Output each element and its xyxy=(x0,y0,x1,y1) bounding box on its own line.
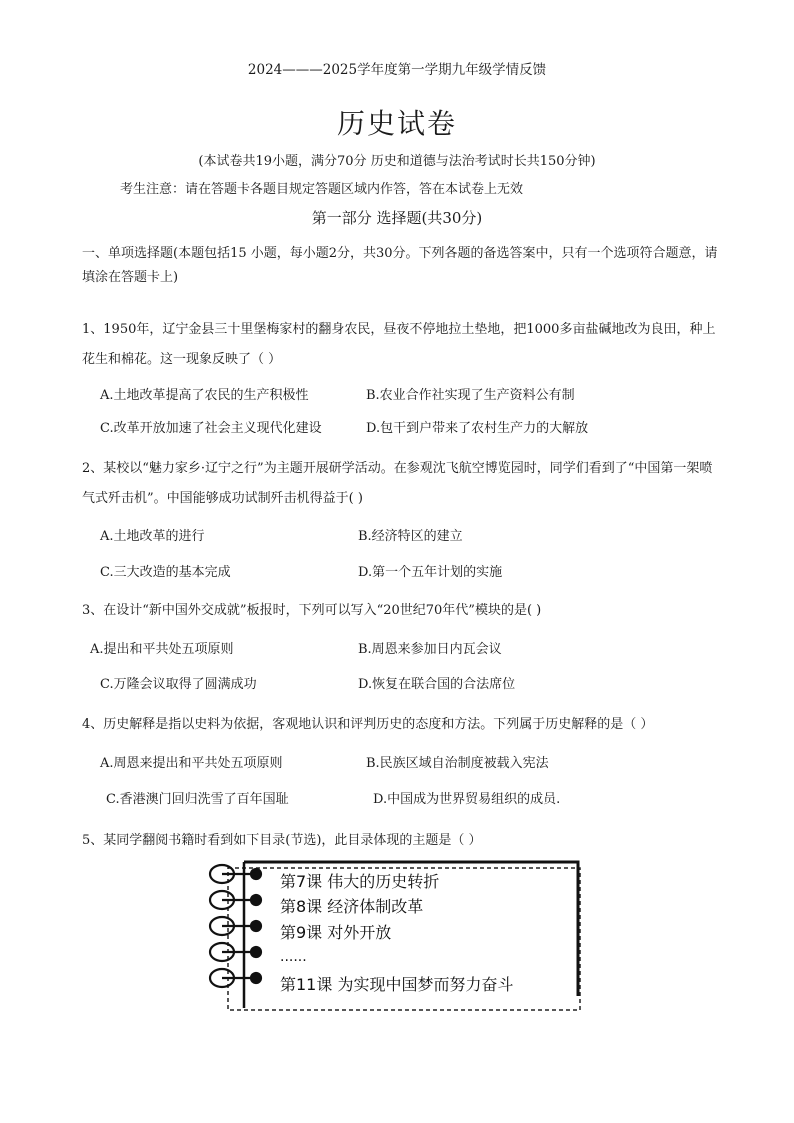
question-1-stem: 1、1950年，辽宁金县三十里堡梅家村的翻身农民，昼夜不停地拉土垫地，把1000多亩盐碱地改为良田，种上花生和棉花。这一现象反映了（ ） xyxy=(82,322,716,367)
toc-line-9: 第9课 对外开放 xyxy=(280,923,392,942)
question-2-option-c: C.三大改造的基本完成 xyxy=(100,565,231,580)
toc-line-7: 第7课 伟大的历史转折 xyxy=(280,872,440,891)
question-4-option-d: D.中国成为世界贸易组织的成员. xyxy=(373,792,561,807)
part-heading: 第一部分 选择题(共30分) xyxy=(311,209,483,227)
toc-line-11: 第11课 为实现中国梦而努力奋斗 xyxy=(280,975,514,994)
question-4-option-b: B.民族区域自治制度被载入宪法 xyxy=(366,756,549,771)
page-title: 历史试卷 xyxy=(336,107,457,140)
question-1-option-c: C.改革开放加速了社会主义现代化建设 xyxy=(100,421,322,436)
exam-subtitle: (本试卷共19小题，满分70分 历史和道德与法治考试时长共150分钟) xyxy=(198,154,596,169)
toc-line-8: 第8课 经济体制改革 xyxy=(280,897,424,916)
question-4-option-a: A.周恩来提出和平共处五项原则 xyxy=(100,756,283,771)
question-1-option-b: B.农业合作社实现了生产资料公有制 xyxy=(366,388,575,403)
spiral-ring-icon xyxy=(210,891,261,909)
question-2-option-b: B.经济特区的建立 xyxy=(358,529,463,544)
question-3-option-b: B.周恩来参加日内瓦会议 xyxy=(358,642,502,657)
question-2-option-d: D.第一个五年计划的实施 xyxy=(358,565,503,580)
spiral-rings xyxy=(210,865,261,987)
question-5-stem: 5、某同学翻阅书籍时看到如下目录(节选)，此目录体现的主题是（ ） xyxy=(82,833,482,848)
spiral-ring-icon xyxy=(210,969,261,987)
toc-ellipsis: ...... xyxy=(280,949,307,965)
toc-notebook-figure xyxy=(200,858,592,1016)
question-3-option-d: D.恢复在联合国的合法席位 xyxy=(358,677,516,692)
exam-header: 2024———2025学年度第一学期九年级学情反馈 xyxy=(247,62,547,78)
question-4-stem: 4、历史解释是指以史料为依据，客观地认识和评判历史的态度和方法。下列属于历史解释的是（ ） xyxy=(82,717,654,732)
question-1-option-a: A.土地改革提高了农民的生产积极性 xyxy=(100,388,309,403)
exam-notice: 考生注意：请在答题卡各题目规定答题区域内作答，答在本试卷上无效 xyxy=(120,182,524,197)
question-2-stem: 2、某校以“魅力家乡·辽宁之行”为主题开展研学活动。在参观沈飞航空博览园时，同学们看到了“中国第一架喷气式歼击机”。中国能够成功试制歼击机得益于( ) xyxy=(82,461,713,506)
section-instructions: 一、单项选择题(本题包括15 小题，每小题2分，共30分。下列各题的备选答案中，只有一个选项符合题意，请填涂在答题卡上) xyxy=(82,246,718,285)
question-1-option-d: D.包干到户带来了农村生产力的大解放 xyxy=(366,421,589,436)
spiral-ring-icon xyxy=(210,943,261,961)
question-4-option-c: C.香港澳门回归洗雪了百年国耻 xyxy=(106,792,289,807)
spiral-ring-icon xyxy=(210,917,261,935)
question-2-option-a: A.土地改革的进行 xyxy=(100,529,205,544)
question-3-stem: 3、在设计“新中国外交成就”板报时，下列可以写入“20世纪70年代”模块的是( ) xyxy=(82,603,542,618)
question-3-option-a: A.提出和平共处五项原则 xyxy=(90,642,234,657)
question-3-option-c: C.万隆会议取得了圆满成功 xyxy=(100,677,257,692)
